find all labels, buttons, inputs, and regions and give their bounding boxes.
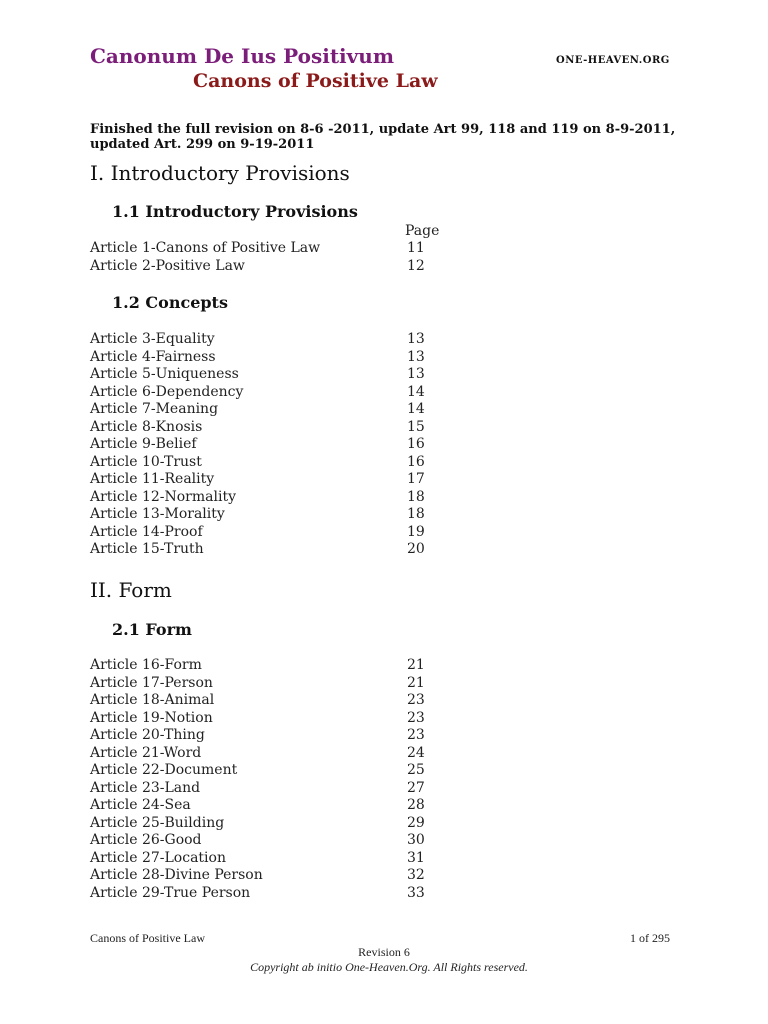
site-name: ONE-HEAVEN.ORG <box>556 55 670 66</box>
toc-entry-page: 13 <box>407 366 425 382</box>
toc-entry-page: 13 <box>407 348 425 365</box>
toc-entry-title: Article 6-Dependency <box>90 383 244 400</box>
toc-entry-page: 14 <box>407 401 425 417</box>
toc-entry-page: 23 <box>407 692 425 708</box>
toc-entry-page: 24 <box>407 744 425 761</box>
toc-entry-title: Article 2-Positive Law <box>90 257 245 274</box>
toc-entry-title: Article 16-Form <box>90 657 202 673</box>
toc-entry-title: Article 3-Equality <box>90 331 215 347</box>
toc-entry-title: Article 21-Word <box>90 744 202 761</box>
toc-entry-title: Article 11-Reality <box>90 471 215 487</box>
toc-entry-page: 19 <box>407 523 425 540</box>
toc-entry-page: 14 <box>407 383 425 400</box>
toc-entry-page: 28 <box>407 797 425 813</box>
document-title-latin: Canonum De Ius Positivum <box>90 44 394 68</box>
toc-entry-title: Article 4-Fairness <box>90 348 216 365</box>
toc-entry-title: Article 23-Land <box>90 779 201 796</box>
section-heading-form: II. Form <box>90 578 172 602</box>
toc-entry-page: 17 <box>407 471 425 487</box>
toc-entry-page: 25 <box>407 762 425 778</box>
toc-entry-title: Article 12-Normality <box>90 488 236 505</box>
toc-entry-page: 13 <box>407 331 425 347</box>
toc-entry-page: 15 <box>407 418 425 435</box>
toc-entry-title: Article 20-Thing <box>90 727 205 743</box>
toc-entry-page: 18 <box>407 506 425 522</box>
toc-entry-page: 12 <box>407 257 425 274</box>
toc-entry-title: Article 1-Canons of Positive Law <box>90 240 321 256</box>
toc-entry-title: Article 15-Truth <box>90 541 204 557</box>
page-column-label: Page <box>405 223 440 239</box>
toc-entry-page: 18 <box>407 488 425 505</box>
document-title-english: Canons of Positive Law <box>193 70 438 92</box>
toc-entry-page: 21 <box>407 657 425 673</box>
toc-entry-page: 11 <box>407 240 425 256</box>
toc-entry-title: Article 9-Belief <box>90 436 197 452</box>
toc-entry-page: 23 <box>407 709 425 726</box>
toc-entry-title: Article 17-Person <box>90 674 213 691</box>
toc-entry-page: 16 <box>407 453 425 470</box>
toc-entry-title: Article 8-Knosis <box>90 418 203 435</box>
subsection-heading-1-2: 1.2 Concepts <box>112 293 228 312</box>
toc-entry-title: Article 13-Morality <box>90 506 225 522</box>
section-heading-introductory-provisions: I. Introductory Provisions <box>90 161 350 185</box>
toc-entry-title: Article 10-Trust <box>90 453 202 470</box>
toc-entry-title: Article 25-Building <box>90 814 225 831</box>
toc-entry-page: 31 <box>407 849 425 866</box>
toc-entry-title: Article 14-Proof <box>90 523 203 540</box>
revision-note: Finished the full revision on 8-6 -2011, update Art 99, 118 and 119 on 8-9-2011, updated Art. 299 on 9-19-2011 <box>90 122 676 152</box>
toc-entry-page: 16 <box>407 436 425 452</box>
toc-entry-title: Article 19-Notion <box>90 709 213 726</box>
subsection-heading-2-1: 2.1 Form <box>112 620 192 639</box>
toc-entry-page: 29 <box>407 814 425 831</box>
toc-entry-page: 21 <box>407 674 425 691</box>
toc-entry-page: 20 <box>407 541 425 557</box>
toc-entry-title: Article 29-True Person <box>90 884 251 901</box>
toc-entry-title: Article 22-Document <box>90 762 238 778</box>
toc-entry-page: 33 <box>407 884 425 901</box>
toc-entry-title: Article 28-Divine Person <box>90 867 263 883</box>
subsection-heading-1-1: 1.1 Introductory Provisions <box>112 202 358 221</box>
footer-copyright: Copyright ab initio One-Heaven.Org. All Rights reserved. <box>250 960 528 974</box>
footer-revision: Revision 6 <box>358 945 410 959</box>
toc-entry-page: 23 <box>407 727 425 743</box>
footer-document-name: Canons of Positive Law <box>90 931 205 945</box>
toc-entry-title: Article 7-Meaning <box>90 401 219 417</box>
toc-entry-title: Article 27-Location <box>90 849 226 866</box>
toc-entry-page: 32 <box>407 867 425 883</box>
toc-entry-page: 27 <box>407 779 425 796</box>
toc-entry-page: 30 <box>407 832 425 848</box>
toc-entry-title: Article 5-Uniqueness <box>90 366 239 382</box>
footer-page-indicator: 1 of 295 <box>630 931 670 945</box>
toc-entry-title: Article 26-Good <box>90 832 202 848</box>
toc-entry-title: Article 18-Animal <box>90 692 215 708</box>
toc-entry-title: Article 24-Sea <box>90 797 191 813</box>
